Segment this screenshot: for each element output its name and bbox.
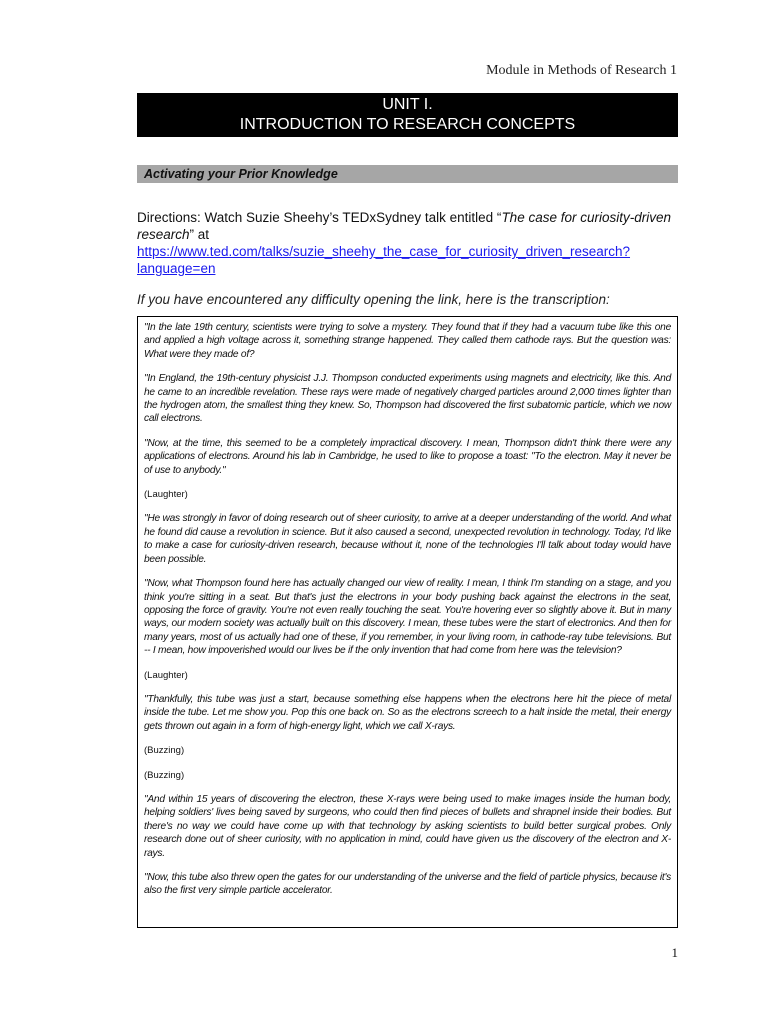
directions-text: : Watch Suzie Sheehy’s TEDxSydney talk entitled “ — [197, 210, 502, 225]
transcript-paragraph: "In the late 19th century, scientists were trying to solve a mystery. They found that if they had a vacuum tube like this one and applied a high voltage across it, something strange happened. They called them cathode rays. But the question was: What were they made of? — [144, 322, 671, 360]
page-number: 1 — [671, 945, 678, 960]
transcript-paragraph: "In England, the 19th-century physicist J.J. Thompson conducted experiments using magnets and electricity, like this. And he came to an incredible revelation. These rays were made of negatively charged particles around 2,000 times lighter than the hydrogen atom, the smallest thing they knew. So, Thompson had discovered the first subatomic particle, which we now call electrons. — [144, 373, 671, 425]
encounter-note: If you have encountered any difficulty opening the link, here is the transcription: — [137, 292, 610, 307]
ted-talk-link[interactable]: https://www.ted.com/talks/suzie_sheehy_the_case_for_curiosity_driven_research?language=en — [137, 244, 631, 276]
transcript-paragraph: "Now, at the time, this seemed to be a completely impractical discovery. I mean, Thompson didn't think there were any applications of electrons. Around his lab in Cambridge, he used to like to propose a toast: "To the electron. May it never be of use to anybody." — [144, 437, 671, 476]
transcript-paragraph: "He was strongly in favor of doing research out of sheer curiosity, to arrive at a deeper understanding of the world. And what he found did cause a revolution in science. But it also caused a second, unexpected revolution in technology. Today, I'd like to make a case for curiosity-driven research, because without it, none of the technologies I'll talk about today would have been possible. — [144, 513, 671, 565]
directions-paragraph — [137, 209, 678, 277]
transcript-paragraph: "Now, what Thompson found here has actually changed our view of reality. I mean, I think I'm standing on a stage, and you think you're sitting in a seat. But that's just the electrons in your body pushing back against the electrons in the seat, opposing the force of gravity. You're not even really touching the seat. You're hovering ever so slightly above it. But in many ways, our modern society was actually built on this discovery. I mean, these tubes were the start of electronics. And then for many years, most of us actually had one of these, if you remember, in your living room, in cathode-ray tube televisions. But -- I mean, how impoverished would our lives be if the only invention that had come from here was the television? — [144, 578, 671, 657]
audience-cue: (Laughter) — [144, 489, 188, 501]
section-heading: Activating your Prior Knowledge — [137, 165, 678, 183]
directions-text-after: ” at — [189, 227, 210, 242]
transcript-paragraph: "And within 15 years of discovering the electron, these X-rays were being used to make images inside the human body, helping soldiers' lives being saved by surgeons, who could then find pieces of bullets and shrapnel inside their bodies. But there's no way we could have come up with that technology by asking scientists to build better surgical probes. Only research done out of sheer curiosity, with no application in mind, could have given us the discovery of the electron and X-rays. — [144, 793, 671, 859]
unit-banner — [137, 93, 678, 137]
talk-title: The case for curiosity-driven research — [137, 210, 671, 242]
unit-title: INTRODUCTION TO RESEARCH CONCEPTS — [239, 116, 576, 133]
audience-cue: (Laughter) — [144, 669, 188, 681]
audience-cue: (Buzzing) — [144, 745, 185, 757]
transcript-paragraph: "Now, this tube also threw open the gates for our understanding of the universe and the field of particle physics, because it's also the first very simple particle accelerator. — [144, 872, 671, 897]
transcript-paragraph: "Thankfully, this tube was just a start, because something else happens when the electrons here hit the piece of metal inside the tube. Let me show you. Pop this one back on. So as the electrons screech to a halt inside the metal, their energy gets thrown out again in a form of high-energy light, which we call X-rays. — [144, 693, 671, 732]
transcript-box — [137, 316, 678, 928]
audience-cue: (Buzzing) — [144, 769, 185, 781]
directions-label: Directions — [137, 210, 198, 225]
module-header: Module in Methods of Research 1 — [486, 63, 677, 78]
unit-number: UNIT I. — [382, 96, 433, 113]
